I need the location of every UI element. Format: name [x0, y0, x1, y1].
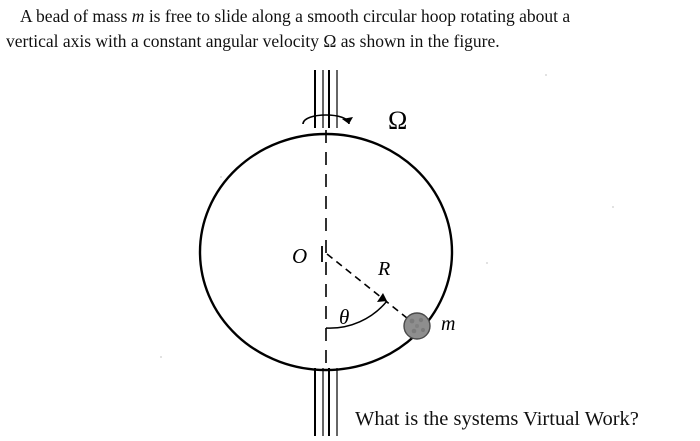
problem-line1-part1: A bead of mass	[20, 6, 132, 26]
label-angle-theta: θ	[339, 305, 350, 329]
problem-line1-part2: is free to slide along a smooth circular hoop rotating about a	[144, 6, 571, 26]
problem-line2-part2: as shown in the figure.	[336, 31, 500, 51]
page-speck	[486, 262, 488, 264]
axis-top-shaft	[315, 70, 337, 128]
problem-line2-math-omega: Ω	[323, 31, 337, 51]
label-omega: Ω	[388, 106, 408, 135]
figure-container	[0, 56, 700, 441]
page-speck	[220, 176, 222, 178]
problem-statement	[6, 4, 696, 54]
page-speck	[545, 74, 547, 76]
label-mass-m: m	[441, 313, 456, 335]
problem-line2-part1: vertical axis with a constant angular velocity	[6, 31, 324, 51]
question-prompt: What is the systems Virtual Work?	[355, 408, 639, 430]
label-center-O: O	[292, 244, 308, 268]
page-speck	[612, 206, 614, 208]
page-speck	[160, 356, 162, 358]
label-radius-R: R	[378, 258, 391, 280]
hoop-diagram-svg	[0, 56, 700, 441]
problem-line1-math-m: m	[131, 6, 145, 26]
axis-bottom-shaft	[315, 368, 337, 436]
angle-arc	[326, 293, 387, 328]
